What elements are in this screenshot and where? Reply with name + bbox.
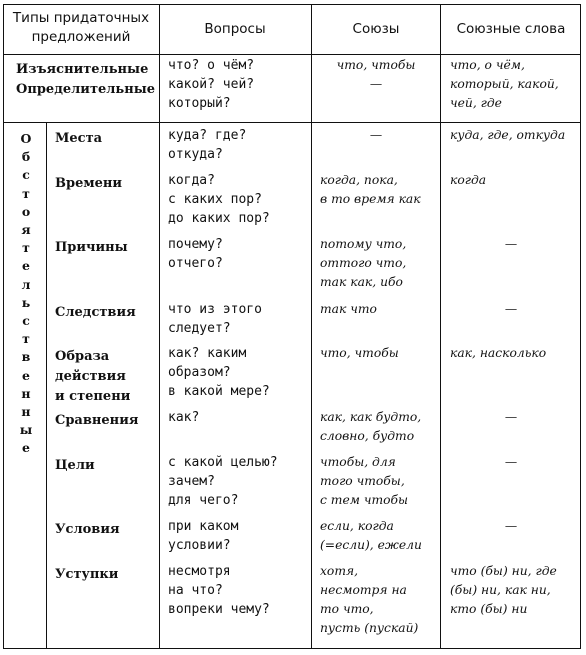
conjunctions-explanatory-attributive: что, чтобы — [336,58,416,91]
row-conj-words-condition: — [504,519,518,533]
row-questions-time: когда? с каких пор? до каких пор? [168,173,270,226]
vertical-letter: т [22,331,30,347]
vertical-letter: я [21,222,31,238]
circumstantial-vertical-label [16,130,36,458]
vertical-letter: н [21,385,31,401]
questions-explanatory-attributive: что? о чём? какой? чей? который? [168,58,255,111]
vertical-letter: О [20,131,32,146]
conj-words-explanatory-attributive: что, о чём, который, какой, чей, где [450,58,559,110]
header-conjunctive-words: Союзные слова [456,21,566,37]
row-questions-consequence: что из этого следует? [168,302,262,336]
row-type-place: Места [55,131,103,146]
row-questions-manner: как? каким образом? в какой мере? [168,346,270,399]
row-questions-comparison: как? [168,410,200,425]
vertical-letter: е [22,258,30,274]
vertical-letter: б [21,149,31,165]
vertical-letter: с [22,313,30,329]
vertical-letter: т [22,240,30,256]
row-conj-words-concession: что (бы) ни, где (бы) ни, как ни, кто (бы) ни [450,564,557,616]
row-conjunctions-purpose: чтобы, для того чтобы, с тем чтобы [320,455,409,507]
header-questions: Вопросы [204,21,266,37]
row-type-comparison: Сравнения [55,413,139,428]
col-divider-1 [159,4,160,649]
row-type-consequence: Следствия [55,305,136,320]
row-conj-words-purpose: — [504,455,518,469]
vertical-letter: н [21,404,31,420]
row-conj-words-manner: как, насколько [450,346,547,360]
row-conj-words-cause: — [504,237,518,251]
header-conjunctions: Союзы [352,21,400,37]
header-divider [3,54,581,55]
row-questions-place: куда? где? откуда? [168,128,247,162]
row-questions-purpose: с какой целью? зачем? для чего? [168,455,278,508]
row-conjunctions-time: когда, пока, в то время как [320,173,421,206]
circumstantial-divider [46,122,47,649]
vertical-letter: ь [21,294,31,310]
row-type-time: Времени [55,176,123,191]
col-divider-2 [311,4,312,649]
row-conjunctions-cause: потому что, оттого что, так как, ибо [320,237,407,289]
row-conjunctions-comparison: как, как будто, словно, будто [320,410,422,443]
col-divider-3 [440,4,441,649]
row-conjunctions-manner: что, чтобы [320,346,399,360]
row-questions-cause: почему? отчего? [168,237,223,271]
row-questions-condition: при каком условии? [168,519,239,553]
row-type-cause: Причины [55,240,128,255]
row-conjunctions-place: — [369,128,383,142]
vertical-letter: о [21,203,31,219]
vertical-letter: е [22,367,30,383]
vertical-letter: т [22,185,30,201]
row-conjunctions-consequence: так что [320,302,377,316]
vertical-letter: л [21,276,31,292]
row-conjunctions-concession: хотя, несмотря на то что, пусть (пускай) [320,564,419,635]
row-type-manner: Образа действия и степени [55,349,131,404]
row-questions-concession: несмотря на что? вопреки чему? [168,564,270,617]
header-types: Типы придаточных предложений [12,10,150,45]
row-conjunctions-condition: если, когда (=если), ежели [320,519,422,552]
row-type-condition: Условия [55,522,120,537]
row-conj-words-consequence: — [504,302,518,316]
row-conj-words-comparison: — [504,410,518,424]
type-explanatory-attributive: Изъяснительные Определительные [16,62,156,97]
row-conj-words-time: когда [450,173,487,187]
row-type-concession: Уступки [55,567,119,582]
row-conj-words-place: куда, где, откуда [450,128,566,142]
vertical-letter: е [22,440,30,456]
row-type-purpose: Цели [55,458,95,473]
vertical-letter: с [22,167,30,183]
vertical-letter: в [21,349,31,365]
top-rows-divider [3,122,581,123]
vertical-letter: ы [19,422,33,438]
